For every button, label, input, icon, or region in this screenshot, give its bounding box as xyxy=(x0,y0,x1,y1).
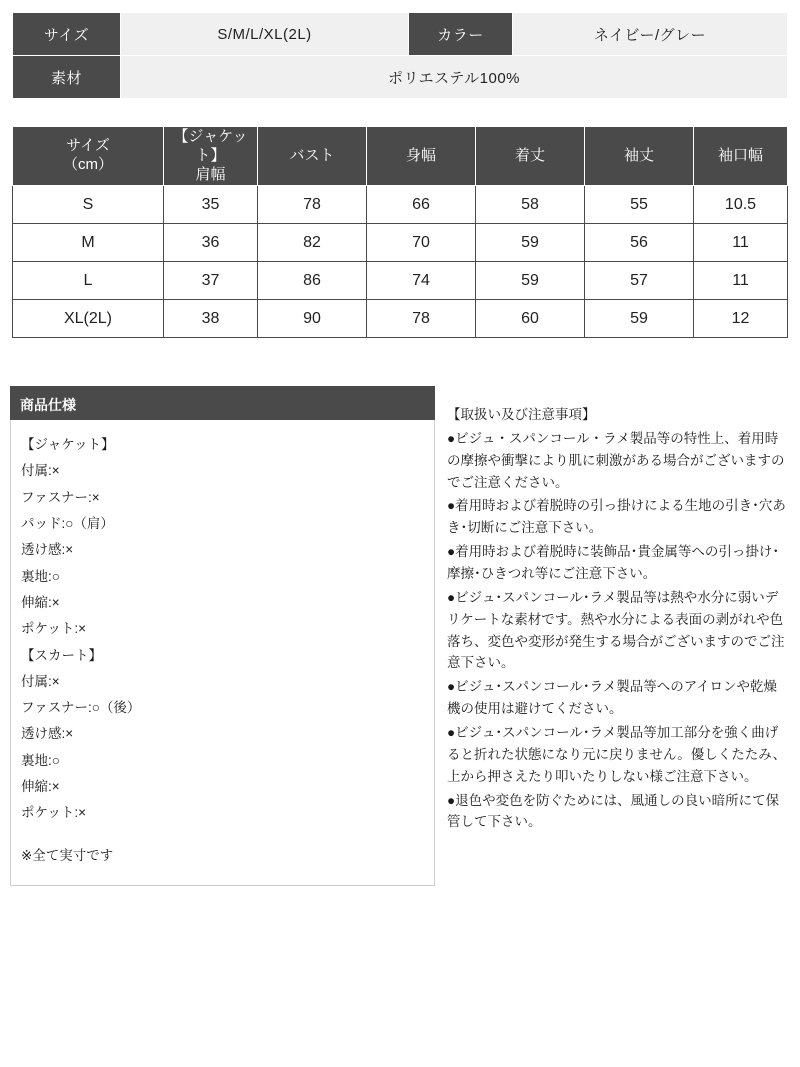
size-cell: 59 xyxy=(476,262,585,300)
size-cell: 78 xyxy=(258,186,367,224)
size-cell: 60 xyxy=(476,300,585,338)
spec-line: 透け感:× xyxy=(21,542,74,558)
product-spec-body xyxy=(10,420,435,886)
size-col-header-shoulder xyxy=(164,127,258,186)
size-cell: 11 xyxy=(694,224,788,262)
care-instructions-panel xyxy=(447,404,787,835)
size-cell: 59 xyxy=(476,224,585,262)
product-spec-title: 商品仕様 xyxy=(10,386,435,420)
spec-line: ポケット:× xyxy=(21,805,86,821)
size-cell: 35 xyxy=(164,186,258,224)
size-cell: S xyxy=(13,186,164,224)
spec-line: 裏地:○ xyxy=(21,568,60,584)
spec-line: パッド:○（肩） xyxy=(21,515,114,531)
spec-line: 付属:× xyxy=(21,463,60,479)
size-cell: 38 xyxy=(164,300,258,338)
size-header-line2: （cm） xyxy=(63,156,113,174)
table-row xyxy=(13,13,788,56)
spacer xyxy=(21,827,424,843)
product-attributes-table xyxy=(12,12,788,99)
size-cell: 66 xyxy=(367,186,476,224)
care-item: ●退色や変色を防ぐためには、風通しの良い暗所にて保管して下さい。 xyxy=(447,792,780,830)
size-cell: 58 xyxy=(476,186,585,224)
spec-line: 透け感:× xyxy=(21,726,74,742)
attr-value-material: ポリエステル100% xyxy=(121,56,788,99)
size-header-line2: 肩幅 xyxy=(195,165,226,183)
care-item: ●着用時および着脱時の引っ掛けによる生地の引き･穴あき･切断にご注意下さい。 xyxy=(447,498,786,536)
size-cell: 56 xyxy=(585,224,694,262)
size-cell: 37 xyxy=(164,262,258,300)
size-header-line1: 【ジャケット】 xyxy=(173,128,248,164)
table-row xyxy=(13,262,788,300)
spec-line: ポケット:× xyxy=(21,621,86,637)
attr-value-size: S/M/L/XL(2L) xyxy=(121,13,409,56)
table-header-row xyxy=(13,127,788,186)
table-row xyxy=(13,224,788,262)
spec-line: 【スカート】 xyxy=(21,647,102,663)
table-row xyxy=(13,186,788,224)
care-item: ●着用時および着脱時に装飾品･貴金属等への引っ掛け･摩擦･ひきつれ等にご注意下さい。 xyxy=(447,544,780,582)
size-cell: L xyxy=(13,262,164,300)
size-cell: 78 xyxy=(367,300,476,338)
attr-label-size: サイズ xyxy=(13,13,121,56)
size-cell: 55 xyxy=(585,186,694,224)
size-col-header-bust: バスト xyxy=(258,127,367,186)
size-header-line1: サイズ xyxy=(66,137,110,155)
size-cell: 86 xyxy=(258,262,367,300)
size-cell: 59 xyxy=(585,300,694,338)
care-title: 【取扱い及び注意事項】 xyxy=(447,407,596,422)
size-cell: 82 xyxy=(258,224,367,262)
spec-footnote: ※全て実寸です xyxy=(21,847,114,863)
attr-label-material: 素材 xyxy=(13,56,121,99)
size-col-header-length: 着丈 xyxy=(476,127,585,186)
size-cell: 90 xyxy=(258,300,367,338)
care-item: ●ビジュ･スパンコール･ラメ製品等へのアイロンや乾燥機の使用は避けてください。 xyxy=(447,679,777,717)
size-col-header-cuff: 袖口幅 xyxy=(694,127,788,186)
size-col-header-sleeve: 袖丈 xyxy=(585,127,694,186)
size-cell: 36 xyxy=(164,224,258,262)
care-item: ●ビジュ･スパンコール･ラメ製品等は熱や水分に弱いデリケートな素材です。熱や水分による表面の剥がれや色落ち、変色や変形が発生する場合がございますのでご注意下さい。 xyxy=(447,589,785,671)
size-col-header-size xyxy=(13,127,164,186)
spec-line: ファスナー:× xyxy=(21,489,100,505)
size-col-header-width: 身幅 xyxy=(367,127,476,186)
spec-line: 裏地:○ xyxy=(21,752,60,768)
size-cell: 57 xyxy=(585,262,694,300)
size-cell: M xyxy=(13,224,164,262)
spec-line: ファスナー:○（後） xyxy=(21,700,141,716)
size-cell: 10.5 xyxy=(694,186,788,224)
size-cell: XL(2L) xyxy=(13,300,164,338)
spec-line: 伸縮:× xyxy=(21,779,60,795)
care-item: ●ビジュ・スパンコール・ラメ製品等の特性上、着用時の摩擦や衝撃により肌に刺激がある場合がございますのでご注意ください。 xyxy=(447,430,785,490)
size-cell: 12 xyxy=(694,300,788,338)
attr-value-color: ネイビー/グレー xyxy=(513,13,788,56)
spec-line: 付属:× xyxy=(21,673,60,689)
care-item: ●ビジュ･スパンコール･ラメ製品等加工部分を強く曲げると折れた状態になり元に戻りません。優しくたたみ、上から押さえたり叩いたりしない様ご注意下さい。 xyxy=(447,725,787,784)
table-row xyxy=(13,300,788,338)
size-cell: 74 xyxy=(367,262,476,300)
spec-line: 【ジャケット】 xyxy=(21,437,115,452)
spec-line: 伸縮:× xyxy=(21,594,60,610)
table-row xyxy=(13,56,788,99)
attr-label-color: カラー xyxy=(409,13,513,56)
size-cell: 70 xyxy=(367,224,476,262)
product-spec-panel xyxy=(10,386,435,886)
size-cell: 11 xyxy=(694,262,788,300)
size-chart-table xyxy=(12,126,788,338)
